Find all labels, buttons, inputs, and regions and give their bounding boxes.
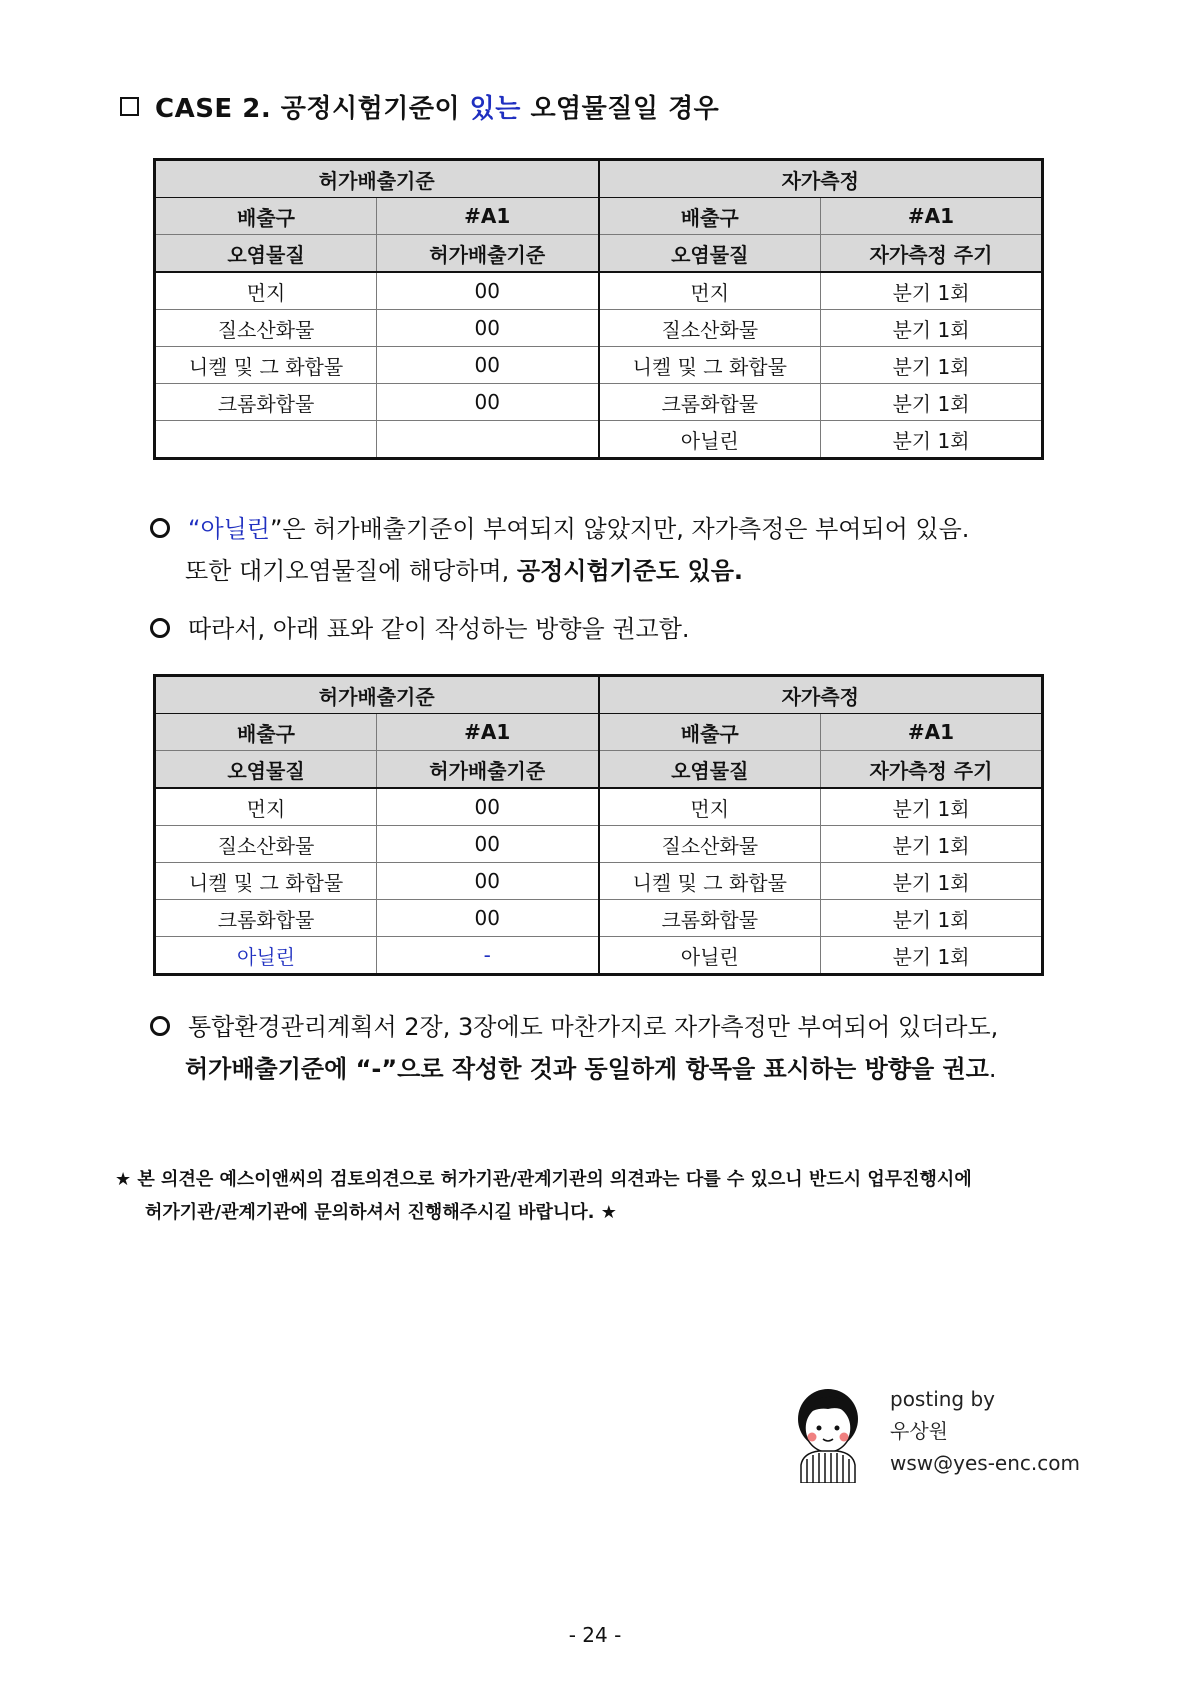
- plan-line2-bold: 허가배출기준에 “-”으로 작성한 것과 동일하게 항목을 표시하는 방향을 권고: [185, 1055, 989, 1083]
- table-row: [155, 272, 1043, 310]
- col-pollutant: 오염물질: [599, 751, 821, 789]
- outlet-row: [155, 714, 1043, 751]
- posting-by: posting by: [890, 1387, 996, 1411]
- cell-standard: 00: [377, 900, 599, 937]
- cell-cycle: 분기 1회: [821, 421, 1043, 459]
- permit-standard-title: 허가배출기준: [155, 160, 599, 198]
- cell-cycle: 분기 1회: [821, 863, 1043, 900]
- heading-highlight: 있는: [469, 94, 521, 124]
- author-email[interactable]: wsw@yes-enc.com: [890, 1451, 1080, 1475]
- note-line: [150, 550, 969, 592]
- cell-pollutant-highlight: 아닐린: [155, 937, 377, 975]
- outlet-id: #A1: [377, 198, 599, 235]
- column-header-row: [155, 235, 1043, 273]
- cell-pollutant: 먼지: [155, 272, 377, 310]
- outlet-label: 배출구: [155, 198, 377, 235]
- notice-line1: ★ 본 의견은 예스이앤씨의 검토의견으로 허가기관/관계기관의 의견과는 다를 수 있으니 반드시 업무진행시에: [115, 1169, 972, 1190]
- note-line: [150, 1048, 998, 1090]
- cell-self-pollutant: 크롬화합물: [599, 384, 821, 421]
- cell-standard: [377, 421, 599, 459]
- heading-prefix: CASE 2. 공정시험기준이: [155, 94, 461, 124]
- outlet-label: 배출구: [155, 714, 377, 751]
- cell-cycle: 분기 1회: [821, 937, 1043, 975]
- emission-table-before: [153, 158, 1044, 460]
- cell-cycle: 분기 1회: [821, 826, 1043, 863]
- cell-self-pollutant: 아닐린: [599, 937, 821, 975]
- heading-suffix: 오염물질일 경우: [530, 94, 720, 124]
- col-standard: 허가배출기준: [377, 751, 599, 789]
- column-header-row: [155, 751, 1043, 789]
- emission-table-after: [153, 674, 1044, 976]
- table-title-row: [155, 676, 1043, 714]
- notice-line2: 허가기관/관계기관에 문의하셔서 진행해주시길 바랍니다. ★: [145, 1202, 617, 1223]
- outlet-label: 배출구: [599, 714, 821, 751]
- cell-standard: 00: [377, 384, 599, 421]
- cell-pollutant: 먼지: [155, 788, 377, 826]
- cell-pollutant: 니켈 및 그 화합물: [155, 863, 377, 900]
- cell-self-pollutant: 먼지: [599, 272, 821, 310]
- author-credit: [890, 1383, 1080, 1479]
- note-plan: [150, 1006, 998, 1090]
- cell-standard: 00: [377, 788, 599, 826]
- checkbox-square-icon: [120, 97, 139, 116]
- cell-self-pollutant: 먼지: [599, 788, 821, 826]
- cell-self-pollutant: 크롬화합물: [599, 900, 821, 937]
- cell-pollutant: 니켈 및 그 화합물: [155, 347, 377, 384]
- note-rest: ”은 허가배출기준이 부여되지 않았지만, 자가측정은 부여되어 있음.: [270, 515, 970, 543]
- col-cycle: 자가측정 주기: [821, 751, 1043, 789]
- table-row: [155, 863, 1043, 900]
- col-pollutant: 오염물질: [599, 235, 821, 273]
- cell-pollutant: [155, 421, 377, 459]
- cell-cycle: 분기 1회: [821, 900, 1043, 937]
- outlet-id: #A1: [821, 198, 1043, 235]
- cell-cycle: 분기 1회: [821, 310, 1043, 347]
- quote-open: “: [188, 515, 201, 543]
- table-row: [155, 900, 1043, 937]
- table-row: [155, 347, 1043, 384]
- cell-pollutant: 크롬화합물: [155, 900, 377, 937]
- note-line: [150, 508, 969, 550]
- cell-standard: 00: [377, 863, 599, 900]
- cell-self-pollutant: 질소산화물: [599, 826, 821, 863]
- disclaimer-notice: [115, 1163, 1090, 1229]
- table-row: [155, 826, 1043, 863]
- table-title-row: [155, 160, 1043, 198]
- note-line2-plain: 또한 대기오염물질에 해당하며,: [185, 557, 510, 585]
- cell-cycle: 분기 1회: [821, 788, 1043, 826]
- author-avatar: [793, 1385, 863, 1483]
- cell-cycle: 분기 1회: [821, 347, 1043, 384]
- note-line2-bold: 공정시험기준도 있음.: [516, 557, 744, 585]
- cell-self-pollutant: 니켈 및 그 화합물: [599, 347, 821, 384]
- cell-pollutant: 크롬화합물: [155, 384, 377, 421]
- cell-cycle: 분기 1회: [821, 384, 1043, 421]
- cell-cycle: 분기 1회: [821, 272, 1043, 310]
- col-pollutant: 오염물질: [155, 235, 377, 273]
- cell-self-pollutant: 니켈 및 그 화합물: [599, 863, 821, 900]
- circle-bullet-icon: [150, 618, 170, 638]
- circle-bullet-icon: [150, 1016, 170, 1036]
- plan-line1: 통합환경관리계획서 2장, 3장에도 마찬가지로 자가측정만 부여되어 있더라도,: [188, 1013, 999, 1041]
- table-row: [155, 384, 1043, 421]
- note-aniline: [150, 508, 969, 592]
- col-cycle: 자가측정 주기: [821, 235, 1043, 273]
- table-row: [155, 788, 1043, 826]
- page-number: - 24 -: [568, 1623, 622, 1647]
- term-aniline: 아닐린: [200, 515, 270, 543]
- outlet-row: [155, 198, 1043, 235]
- cell-self-pollutant: 아닐린: [599, 421, 821, 459]
- outlet-label: 배출구: [599, 198, 821, 235]
- outlet-id: #A1: [377, 714, 599, 751]
- note-line: [150, 1006, 998, 1048]
- cell-standard: 00: [377, 347, 599, 384]
- cell-standard: 00: [377, 826, 599, 863]
- circle-bullet-icon: [150, 518, 170, 538]
- recommend-text: 따라서, 아래 표와 같이 작성하는 방향을 권고함.: [188, 615, 690, 643]
- plan-line2-end: .: [988, 1055, 997, 1083]
- cell-pollutant: 질소산화물: [155, 826, 377, 863]
- self-measurement-title: 자가측정: [599, 160, 1043, 198]
- permit-standard-title: 허가배출기준: [155, 676, 599, 714]
- note-recommend: [150, 608, 690, 650]
- col-standard: 허가배출기준: [377, 235, 599, 273]
- cell-standard: 00: [377, 310, 599, 347]
- table-row: [155, 310, 1043, 347]
- self-measurement-title: 자가측정: [599, 676, 1043, 714]
- cell-standard-highlight: -: [377, 937, 599, 975]
- cell-standard: 00: [377, 272, 599, 310]
- cell-self-pollutant: 질소산화물: [599, 310, 821, 347]
- col-pollutant: 오염물질: [155, 751, 377, 789]
- table-row: [155, 937, 1043, 975]
- author-name: 우상원: [890, 1419, 948, 1443]
- section-heading: [120, 88, 719, 125]
- outlet-id: #A1: [821, 714, 1043, 751]
- table-row: [155, 421, 1043, 459]
- cell-pollutant: 질소산화물: [155, 310, 377, 347]
